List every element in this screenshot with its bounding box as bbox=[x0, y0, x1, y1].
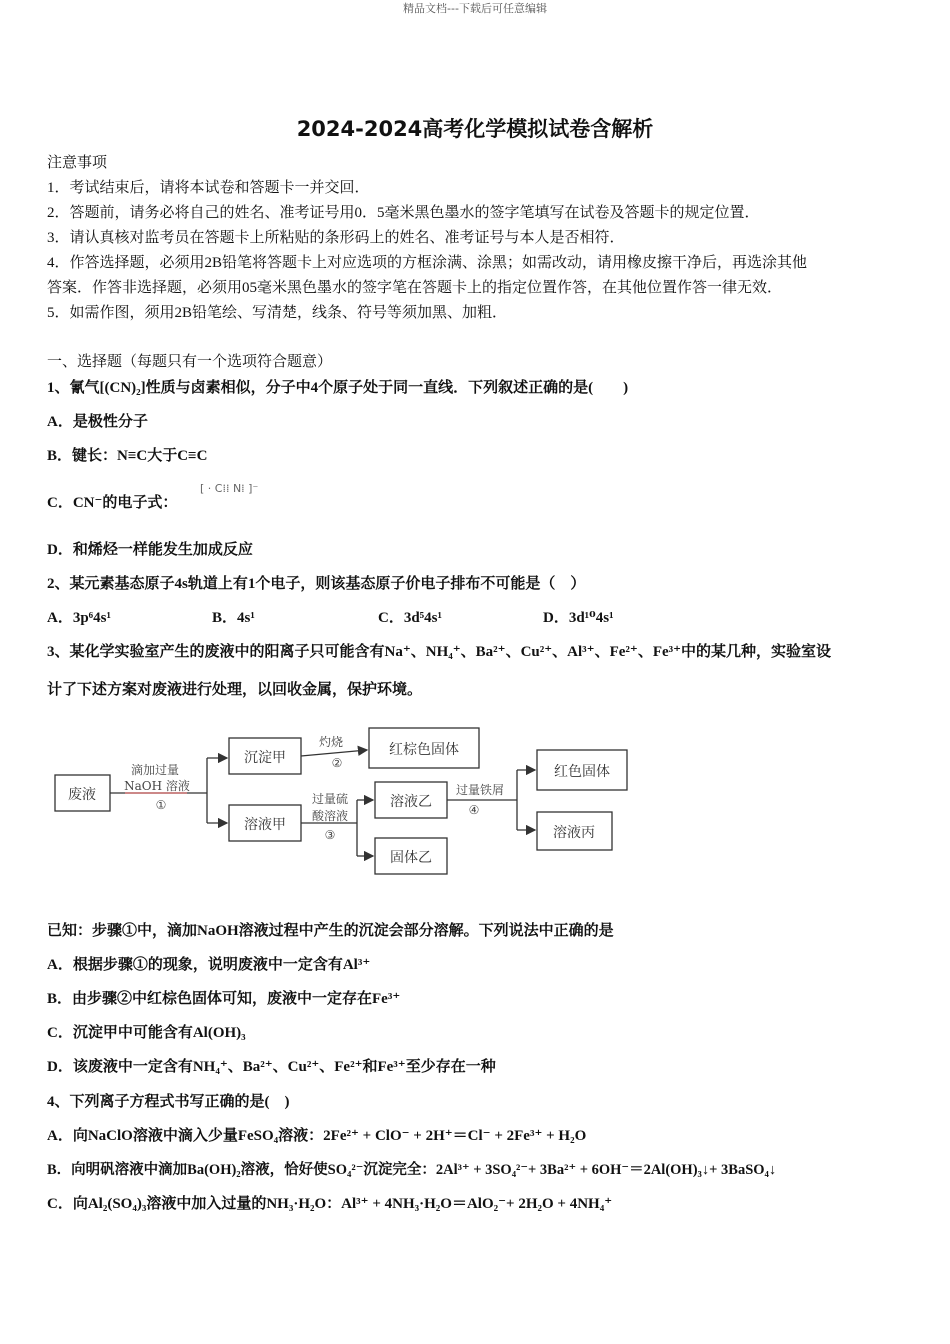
q1-option-c: C．CN⁻的电子式： bbox=[47, 495, 178, 511]
process-flow-diagram bbox=[47, 720, 647, 885]
q1-option-b: B．键长：N≡C大于C≡C bbox=[47, 448, 208, 464]
q3-stem-line1: 3、某化学实验室产生的废液中的阳离子只可能含有Na⁺、NH₄⁺、Ba²⁺、Cu²⁺、Al³⁺、Fe²⁺、Fe³⁺中的某几种，实验室设 bbox=[47, 644, 832, 660]
step4-label-top: 过量铁屑 bbox=[455, 783, 505, 797]
notice-item: 2．答题前，请务必将自己的姓名、准考证号用0．5毫米黑色墨水的签字笔填写在试卷及答题卡的规定位置． bbox=[47, 205, 760, 221]
box-solution-a: 溶液甲 bbox=[244, 817, 286, 833]
q2-stem: 2、某元素基态原子4s轨道上有1个电子，则该基态原子价电子排布不可能是（ ） bbox=[47, 576, 586, 592]
q3-known: 已知：步骤①中，滴加NaOH溶液过程中产生的沉淀会部分溶解。下列说法中正确的是 bbox=[47, 923, 614, 939]
page-title: 2024-2024高考化学模拟试卷含解析 bbox=[296, 117, 654, 141]
q4-stem: 4、下列离子方程式书写正确的是( ) bbox=[47, 1094, 290, 1110]
section-heading: 一、选择题（每题只有一个选项符合题意） bbox=[47, 354, 333, 370]
q3-option-a: A．根据步骤①的现象，说明废液中一定含有Al³⁺ bbox=[47, 957, 371, 973]
q2-option-a: A．3p⁶4s¹ bbox=[47, 610, 112, 626]
q3-stem-line2: 计了下述方案对废液进行处理，以回收金属，保护环境。 bbox=[47, 682, 423, 698]
step2-label-top: 灼烧 bbox=[318, 735, 344, 749]
box-solution-c: 溶液丙 bbox=[553, 825, 595, 841]
q4-option-a: A．向NaClO溶液中滴入少量FeSO₄溶液：2Fe²⁺ + ClO⁻ + 2H⁺＝Cl⁻ + 2Fe³⁺ + H₂O bbox=[47, 1128, 587, 1144]
box-red-brown: 红棕色固体 bbox=[389, 742, 459, 758]
notice-heading: 注意事项 bbox=[47, 155, 108, 171]
q2-option-d: D．3d¹⁰4s¹ bbox=[543, 610, 614, 626]
q1-option-a: A．是极性分子 bbox=[47, 414, 148, 430]
notice-item: 答案．作答非选择题，必须用05毫米黑色墨水的签字笔在答题卡上的指定位置作答，在其他位置作答一律无效． bbox=[47, 280, 783, 296]
box-red-solid: 红色固体 bbox=[554, 764, 610, 780]
q2-option-b: B．4s¹ bbox=[212, 610, 255, 626]
q1-stem: 1、氰气[(CN)₂]性质与卤素相似，分子中4个原子处于同一直线．下列叙述正确的是( ) bbox=[47, 380, 629, 396]
q3-option-d: D．该废液中一定含有NH₄⁺、Ba²⁺、Cu²⁺、Fe²⁺和Fe³⁺至少存在一种 bbox=[47, 1059, 496, 1075]
step4-label-num: ④ bbox=[468, 803, 480, 817]
notice-item: 4．作答选择题，必须用2B铅笔将答题卡上对应选项的方框涂满、涂黑；如需改动，请用橡皮擦干净后，再选涂其他 bbox=[47, 255, 808, 271]
step3-label-num: ③ bbox=[324, 828, 336, 842]
step1-label-mid: NaOH 溶液 bbox=[124, 779, 190, 793]
q4-option-b: B．向明矾溶液中滴加Ba(OH)₂溶液，恰好使SO₄²⁻沉淀完全：2Al³⁺ + 3SO₄²⁻+ 3Ba²⁺ + 6OH⁻＝2Al(OH)₃↓+ 3BaSO₄↓ bbox=[47, 1162, 777, 1178]
box-solid-b: 固体乙 bbox=[390, 850, 432, 866]
box-precip-a: 沉淀甲 bbox=[244, 750, 286, 766]
box-waste: 废液 bbox=[68, 787, 96, 803]
step1-label-top: 滴加过量 bbox=[130, 763, 180, 777]
box-solution-b: 溶液乙 bbox=[390, 794, 432, 810]
notice-item: 5．如需作图，须用2B铅笔绘、写清楚，线条、符号等须加黑、加粗． bbox=[47, 305, 508, 321]
step3-label-top: 过量硫 bbox=[311, 792, 349, 806]
q3-option-b: B．由步骤②中红棕色固体可知，废液中一定存在Fe³⁺ bbox=[47, 991, 401, 1007]
notice-item: 3．请认真核对监考员在答题卡上所粘贴的条形码上的姓名、准考证号与本人是否相符． bbox=[47, 230, 625, 246]
step3-label-mid: 酸溶液 bbox=[311, 809, 349, 823]
notice-item: 1．考试结束后，请将本试卷和答题卡一并交回． bbox=[47, 180, 370, 196]
q4-option-c: C．向Al₂(SO₄)₃溶液中加入过量的NH₃·H₂O：Al³⁺ + 4NH₃·H₂O＝AlO₂⁻+ 2H₂O + 4NH₄⁺ bbox=[47, 1196, 613, 1212]
cn-electron-formula: [ · C⁞⁞ N⁞ ]⁻ bbox=[200, 482, 259, 495]
step2-label-num: ② bbox=[331, 756, 343, 770]
q3-option-c: C．沉淀甲中可能含有Al(OH)₃ bbox=[47, 1025, 246, 1041]
q1-option-d: D．和烯烃一样能发生加成反应 bbox=[47, 542, 253, 558]
step1-label-num: ① bbox=[155, 798, 167, 812]
page-header: 精品文档---下载后可任意编辑 bbox=[403, 2, 547, 15]
q2-option-c: C．3d⁵4s¹ bbox=[378, 610, 443, 626]
